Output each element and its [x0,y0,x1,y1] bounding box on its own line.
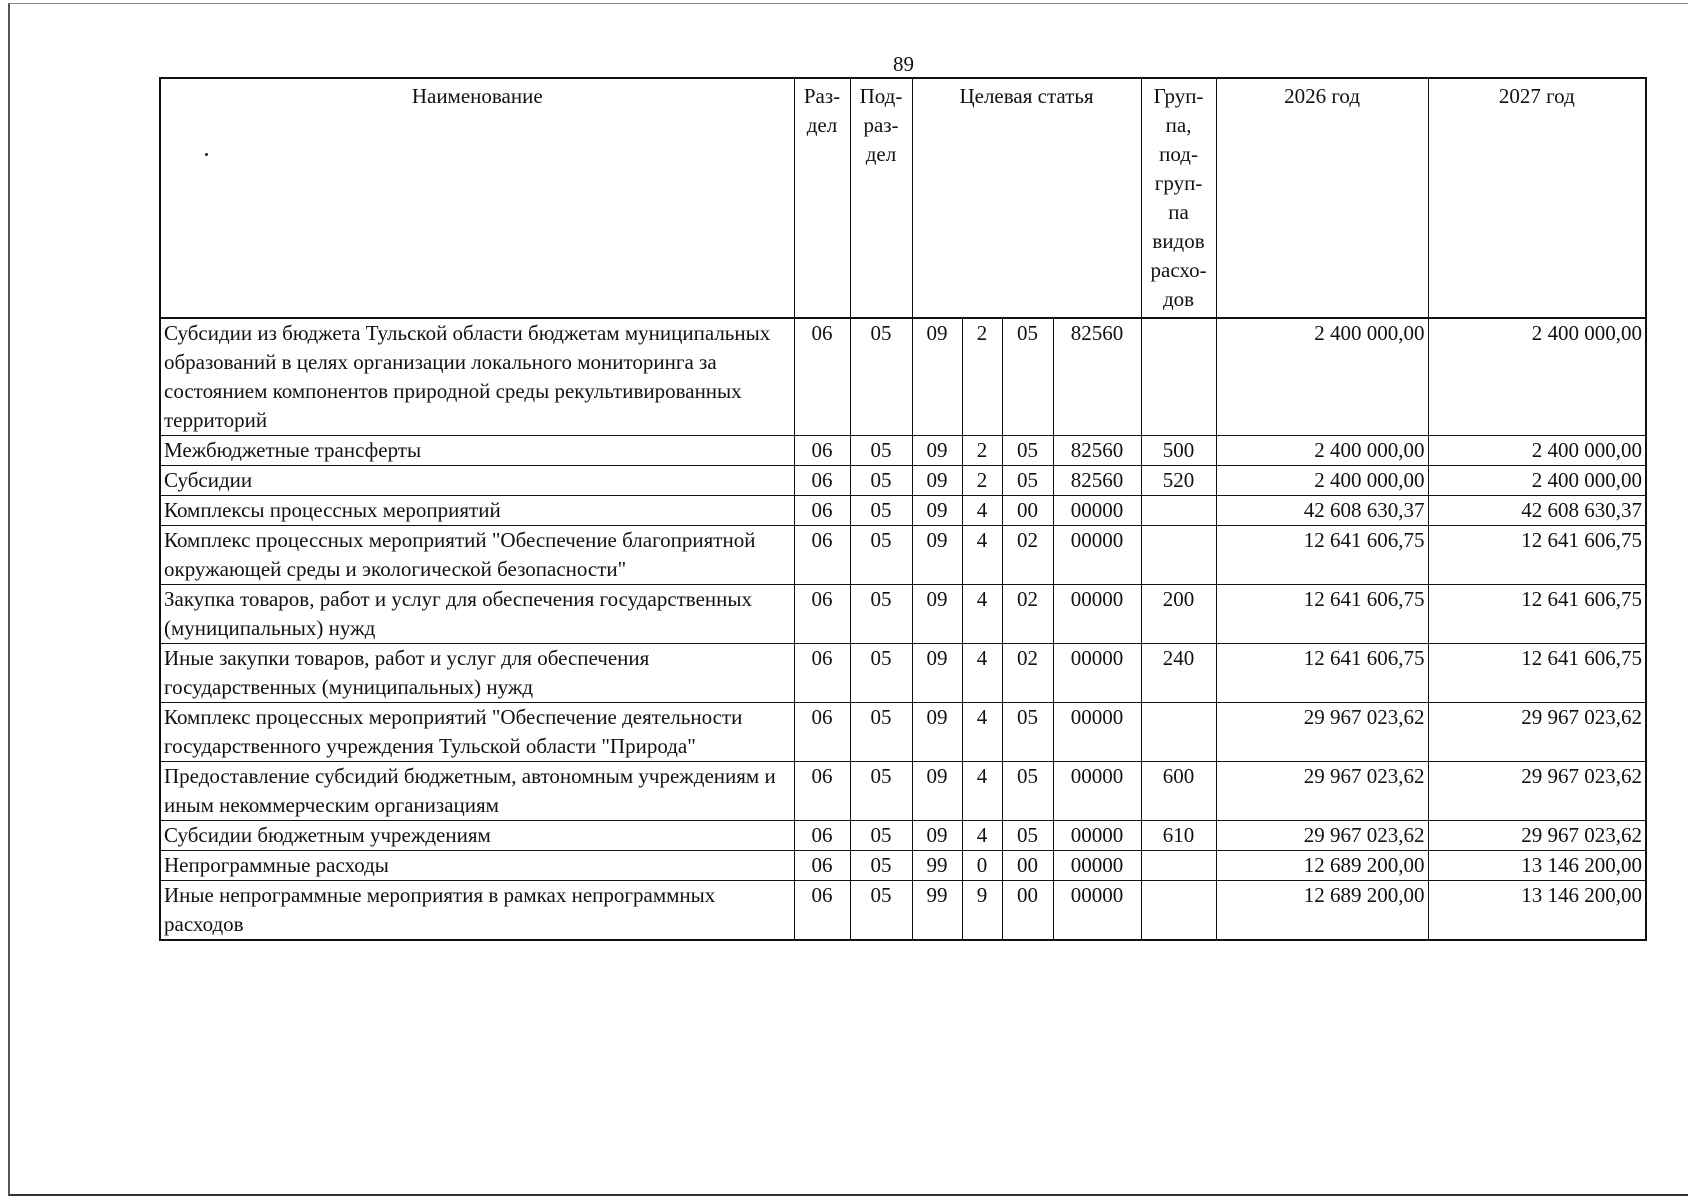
cell-target-type: 4 [962,526,1002,585]
header-year-2026: 2026 год [1216,78,1428,318]
cell-target-type: 4 [962,703,1002,762]
cell-target-program: 99 [912,881,962,941]
cell-target-type: 9 [962,881,1002,941]
cell-razdel: 06 [794,821,850,851]
header-year-2027: 2027 год [1428,78,1646,318]
cell-year-2027: 2 400 000,00 [1428,436,1646,466]
cell-year-2027: 29 967 023,62 [1428,762,1646,821]
cell-target-program: 09 [912,436,962,466]
cell-target-type: 4 [962,496,1002,526]
table-row [160,851,1646,881]
cell-year-2026: 29 967 023,62 [1216,703,1428,762]
cell-target-structure: 05 [1002,318,1053,436]
cell-year-2026: 12 689 200,00 [1216,851,1428,881]
cell-podrazdel: 05 [850,526,912,585]
cell-target-structure: 02 [1002,526,1053,585]
cell-target-structure: 05 [1002,821,1053,851]
cell-razdel: 06 [794,318,850,436]
cell-name: Непрограммные расходы [160,851,794,881]
cell-target-type: 0 [962,851,1002,881]
cell-podrazdel: 05 [850,466,912,496]
cell-target-structure: 00 [1002,881,1053,941]
cell-year-2027: 2 400 000,00 [1428,318,1646,436]
header-row [160,78,1646,318]
cell-name: Межбюджетные трансферты [160,436,794,466]
cell-target-program: 99 [912,851,962,881]
cell-group: 520 [1141,466,1216,496]
cell-group: 200 [1141,585,1216,644]
cell-year-2027: 13 146 200,00 [1428,881,1646,941]
cell-target-program: 09 [912,821,962,851]
table-row [160,821,1646,851]
table-row [160,466,1646,496]
cell-group [1141,318,1216,436]
cell-name: Субсидии бюджетным учреждениям [160,821,794,851]
cell-name: Комплексы процессных мероприятий [160,496,794,526]
table-row [160,436,1646,466]
header-name: Наименование [160,78,794,318]
cell-group [1141,881,1216,941]
header-podrazdel: Под- раз- дел [850,78,912,318]
table-row [160,762,1646,821]
cell-name: Предоставление субсидий бюджетным, автономным учреждениям и иным некоммерческим организациям [160,762,794,821]
cell-target-structure: 05 [1002,436,1053,466]
cell-name: Закупка товаров, работ и услуг для обеспечения государственных (муниципальных) нужд [160,585,794,644]
cell-target-structure: 02 [1002,644,1053,703]
cell-group: 610 [1141,821,1216,851]
cell-target-structure: 00 [1002,496,1053,526]
cell-target-program: 09 [912,526,962,585]
cell-target-type: 2 [962,318,1002,436]
cell-target-program: 09 [912,703,962,762]
cell-group [1141,851,1216,881]
cell-target-direction: 00000 [1053,496,1141,526]
cell-name: Комплекс процессных мероприятий "Обеспечение деятельности государственного учреждения Тульской области "Природа" [160,703,794,762]
cell-razdel: 06 [794,436,850,466]
cell-year-2027: 12 641 606,75 [1428,526,1646,585]
cell-razdel: 06 [794,762,850,821]
cell-target-structure: 05 [1002,466,1053,496]
cell-name: Иные закупки товаров, работ и услуг для обеспечения государственных (муниципальных) нужд [160,644,794,703]
cell-podrazdel: 05 [850,881,912,941]
cell-group [1141,496,1216,526]
cell-razdel: 06 [794,851,850,881]
cell-razdel: 06 [794,644,850,703]
header-group: Груп- па, под- груп- па видов расхо- дов [1141,78,1216,318]
cell-target-direction: 00000 [1053,881,1141,941]
cell-podrazdel: 05 [850,821,912,851]
cell-year-2027: 29 967 023,62 [1428,703,1646,762]
header-target: Целевая статья [912,78,1141,318]
table-row [160,881,1646,941]
cell-group: 600 [1141,762,1216,821]
cell-target-direction: 00000 [1053,526,1141,585]
cell-target-program: 09 [912,762,962,821]
cell-podrazdel: 05 [850,585,912,644]
table-row [160,318,1646,436]
cell-year-2026: 29 967 023,62 [1216,762,1428,821]
table-row [160,703,1646,762]
cell-razdel: 06 [794,585,850,644]
cell-year-2027: 12 641 606,75 [1428,585,1646,644]
cell-target-direction: 00000 [1053,821,1141,851]
cell-year-2027: 13 146 200,00 [1428,851,1646,881]
table-row [160,585,1646,644]
cell-year-2027: 12 641 606,75 [1428,644,1646,703]
cell-razdel: 06 [794,881,850,941]
table-body [160,318,1646,940]
cell-target-type: 4 [962,585,1002,644]
cell-group [1141,703,1216,762]
cell-group: 500 [1141,436,1216,466]
cell-podrazdel: 05 [850,318,912,436]
cell-year-2027: 42 608 630,37 [1428,496,1646,526]
cell-target-program: 09 [912,496,962,526]
cell-group: 240 [1141,644,1216,703]
cell-podrazdel: 05 [850,644,912,703]
cell-podrazdel: 05 [850,762,912,821]
cell-target-direction: 00000 [1053,762,1141,821]
cell-razdel: 06 [794,703,850,762]
cell-year-2026: 12 689 200,00 [1216,881,1428,941]
cell-year-2026: 2 400 000,00 [1216,466,1428,496]
cell-year-2026: 12 641 606,75 [1216,526,1428,585]
cell-target-type: 2 [962,436,1002,466]
cell-target-structure: 02 [1002,585,1053,644]
cell-year-2026: 2 400 000,00 [1216,318,1428,436]
header-razdel: Раз- дел [794,78,850,318]
cell-year-2026: 12 641 606,75 [1216,585,1428,644]
cell-target-program: 09 [912,318,962,436]
cell-year-2026: 42 608 630,37 [1216,496,1428,526]
cell-target-program: 09 [912,585,962,644]
cell-target-structure: 05 [1002,762,1053,821]
cell-target-direction: 00000 [1053,585,1141,644]
table-row [160,526,1646,585]
budget-table [159,77,1647,941]
cell-podrazdel: 05 [850,851,912,881]
cell-name: Комплекс процессных мероприятий "Обеспечение благоприятной окружающей среды и экологической безопасности" [160,526,794,585]
cell-target-structure: 00 [1002,851,1053,881]
cell-year-2026: 29 967 023,62 [1216,821,1428,851]
cell-podrazdel: 05 [850,496,912,526]
cell-name: Субсидии из бюджета Тульской области бюджетам муниципальных образований в целях организации локального мониторинга за состоянием компонентов природной среды рекультивированных территорий [160,318,794,436]
cell-target-direction: 82560 [1053,318,1141,436]
cell-target-type: 2 [962,466,1002,496]
cell-podrazdel: 05 [850,703,912,762]
cell-target-type: 4 [962,644,1002,703]
cell-year-2026: 12 641 606,75 [1216,644,1428,703]
cell-target-program: 09 [912,466,962,496]
cell-year-2027: 29 967 023,62 [1428,821,1646,851]
cell-target-direction: 82560 [1053,466,1141,496]
table-row [160,496,1646,526]
page-number: 89 [893,52,914,76]
cell-group [1141,526,1216,585]
cell-target-structure: 05 [1002,703,1053,762]
cell-podrazdel: 05 [850,436,912,466]
cell-name: Иные непрограммные мероприятия в рамках непрограммных расходов [160,881,794,941]
cell-year-2027: 2 400 000,00 [1428,466,1646,496]
cell-target-direction: 82560 [1053,436,1141,466]
cell-target-direction: 00000 [1053,851,1141,881]
table-row [160,644,1646,703]
cell-target-direction: 00000 [1053,644,1141,703]
cell-razdel: 06 [794,496,850,526]
cell-year-2026: 2 400 000,00 [1216,436,1428,466]
cell-target-program: 09 [912,644,962,703]
cell-target-direction: 00000 [1053,703,1141,762]
cell-target-type: 4 [962,821,1002,851]
cell-name: Субсидии [160,466,794,496]
cell-razdel: 06 [794,526,850,585]
cell-target-type: 4 [962,762,1002,821]
cell-razdel: 06 [794,466,850,496]
